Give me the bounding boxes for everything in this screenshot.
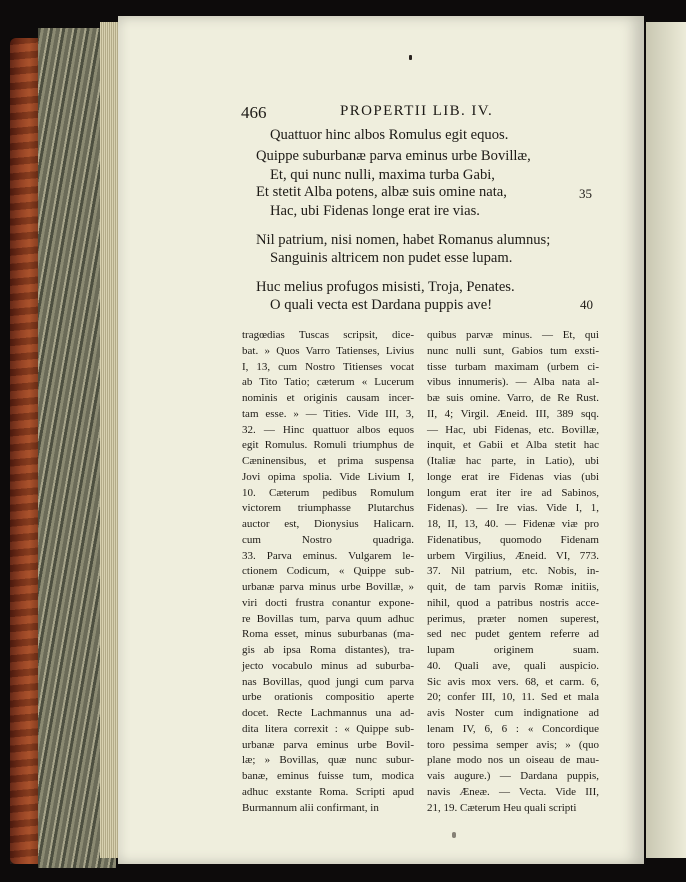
commentary-line: nihil, quod a patribus nostris acce- <box>427 596 599 609</box>
commentary-line: tisse turbam maximam (urbem ci- <box>427 360 599 373</box>
commentary-line: inquit, et Gabii et Alba stetit hac <box>427 439 599 452</box>
commentary-line: lenam IV, 6, 6 : « Concordique <box>427 722 599 735</box>
printer-mark <box>409 55 412 60</box>
commentary-line: victorem triumphasse Plutarchus <box>242 502 414 515</box>
poem-line: Et stetit Alba potens, albæ suis omine nata, <box>256 184 507 200</box>
running-title: PROPERTII LIB. IV. <box>340 103 494 119</box>
commentary-line: quibus parvæ minus. — Et, qui <box>427 329 599 341</box>
commentary-line: longe erat ire Fidenas vias (ubi <box>427 470 599 483</box>
commentary-line: viri docti frustra conantur expone- <box>242 596 414 609</box>
commentary-line: re Bovillas tum, parva quum adhuc <box>242 612 414 625</box>
commentary-line: nominis et originis causam incer- <box>242 392 414 404</box>
commentary-line: sed nec pudet gentem referre ad <box>427 628 599 641</box>
commentary-line: 37. Nil patrium, etc. Nobis, in- <box>427 565 599 578</box>
line-number: 35 <box>579 186 592 201</box>
poem-line: Hac, ubi Fidenas longe erat ire vias. <box>270 203 480 219</box>
commentary-line: urbanæ parva eminus urbe Bovil- <box>242 738 414 751</box>
commentary-line: tam esse. » — Tities. Vide III, 3, <box>242 407 414 420</box>
commentary-line: Jovi opima spolia. Vide Livium I, <box>242 470 414 483</box>
commentary-line: I, 13, cum Nostro Titienses vocat <box>242 360 414 373</box>
poem-line: Quattuor hinc albos Romulus egit equos. <box>270 127 509 143</box>
commentary-line: cum Nostro quadriga. <box>242 533 414 546</box>
commentary-line: perimus, præter nomen superest, <box>427 612 599 625</box>
poem-line: Et, qui nunc nulli, maxima turba Gabi, <box>270 167 495 183</box>
commentary-line: vais augure.) — Dardana puppis, <box>427 770 599 782</box>
commentary-line: jecto vocabulo minus ad suburba- <box>242 659 414 672</box>
poem-line: Huc melius profugos misisti, Troja, Penates. <box>256 279 515 295</box>
commentary-line: nunc nulli sunt, Gabios tum exsti- <box>427 344 599 357</box>
commentary-line: læ; » Bovillas, quæ nunc subur- <box>242 754 414 767</box>
commentary-line: urbanæ parva minus urbe Bovillæ, » <box>242 581 414 593</box>
commentary-line: 21, 19. Cæterum Heu quali scripti <box>427 801 577 814</box>
commentary-line: 32. — Hinc quattuor albos equos <box>242 423 414 436</box>
commentary-line: Fidenatibus, quomodo Fidenam <box>427 533 599 546</box>
commentary-line: ctionem Codicum, « Quippe sub- <box>242 565 414 578</box>
commentary-line: avis Noster cum indignatione ad <box>427 707 599 719</box>
commentary-line: 10. Cæterum pedibus Romulum <box>242 486 414 499</box>
page-number: 466 <box>241 103 267 122</box>
commentary-line: dita litera correxit : « Quippe sub- <box>242 722 414 735</box>
commentary-line: bæ suis omine. Varro, de Re Rust. <box>427 392 599 404</box>
commentary-line: plane modo nos un oiseau de mau- <box>427 754 599 767</box>
commentary-line: vibus innumeris). — Alba nata al- <box>427 376 599 389</box>
poem-line: Nil patrium, nisi nomen, habet Romanus alumnus; <box>256 232 551 248</box>
commentary-line: bat. » Quos Varro Tatienses, Livius <box>242 344 414 357</box>
commentary-line: 20; confer III, 10, 11. Sed et mala <box>427 691 599 704</box>
commentary-line: Cæninensibus, et prima suspensa <box>242 455 414 467</box>
commentary-line: urbe orationis compositio aperte <box>242 691 414 704</box>
commentary-line: 18, II, 13, 40. — Fidenæ viæ pro <box>427 518 599 530</box>
commentary-line: (Italiæ hac parte, in Latio), ubi <box>427 455 599 467</box>
commentary-line: lupam originem suam. <box>427 644 599 656</box>
commentary-left-column <box>242 328 414 816</box>
commentary-line: docet. Recte Lachmannus una ad- <box>242 707 414 719</box>
commentary-right-column <box>427 328 599 816</box>
commentary-line: banæ, eminus fuisse tum, modica <box>242 770 414 782</box>
commentary-line: ab Tito Tatio; cæterum « Lucerum <box>242 376 414 389</box>
commentary-line: 33. Parva eminus. Vulgarem le- <box>242 549 414 562</box>
commentary-line: egit Romulus. Romuli triumphus de <box>242 439 414 452</box>
commentary-line: navis Æneæ. — Vecta. Vide III, <box>427 785 599 798</box>
poem-line: O quali vecta est Dardana puppis ave! <box>270 297 493 313</box>
commentary-line: adhuc exstante Roma. Scripti apud <box>242 785 414 798</box>
commentary-line: longum erat iter ire ad Sabinos, <box>427 486 599 499</box>
paper-speck <box>452 832 456 838</box>
commentary-line: toro pessima semper avis; » (quo <box>427 738 599 751</box>
commentary-line: Fidenas). — Ire vias. Vide I, 1, <box>427 502 599 515</box>
commentary-line: Sic avis mox vers. 68, et carm. 6, <box>427 675 599 688</box>
commentary-line: gis ab ipsa Roma distantes), tra- <box>242 644 414 656</box>
commentary-line: urbem Virgilius, Æneid. VI, 773. <box>427 549 599 562</box>
commentary-line: 40. Quali ave, quali auspicio. <box>427 659 599 672</box>
commentary-line: tragœdias Tuscas scripsit, dice- <box>242 329 414 341</box>
commentary-line: II, 4; Virgil. Æneid. III, 389 sqq. <box>427 407 599 420</box>
commentary-line: quit, de tam parvis Romæ initiis, <box>427 581 599 593</box>
facing-page-edge <box>646 22 686 858</box>
commentary-line: Roma esset, minus suburbanas (ma- <box>242 628 414 641</box>
commentary-line: nas Bovillas, quod jungi cum parva <box>242 675 414 688</box>
poem-line: Sanguinis altricem non pudet esse lupam. <box>270 250 513 266</box>
commentary-line: Burmannum alii confirmant, in <box>242 801 379 814</box>
commentary-line: auctor est, Dionysius Halicarn. <box>242 518 414 530</box>
commentary-line: — Hac, ubi Fidenas, etc. Bovillæ, <box>427 423 599 436</box>
line-number: 40 <box>580 297 593 312</box>
poem-line: Quippe suburbanæ parva eminus urbe Bovillæ, <box>256 148 531 164</box>
